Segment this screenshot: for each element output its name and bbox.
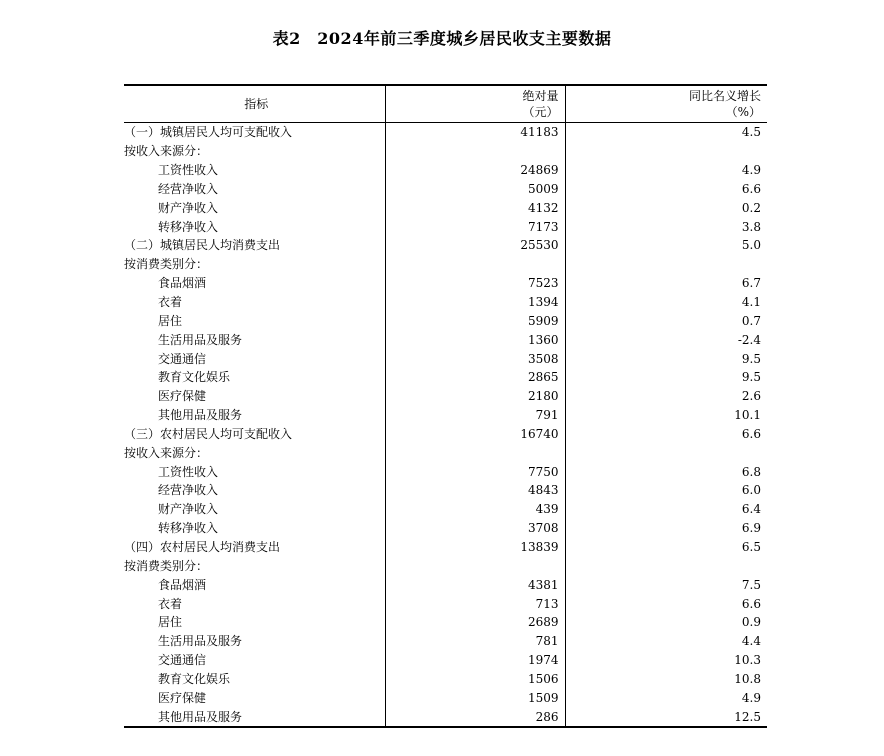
row-absolute-value: 2180	[385, 387, 565, 406]
row-label: 其他用品及服务	[124, 707, 385, 727]
row-growth-value: 6.6	[565, 594, 767, 613]
table-row	[124, 161, 767, 180]
table-row	[124, 180, 767, 199]
row-absolute-value: 3508	[385, 349, 565, 368]
header-growth	[565, 85, 767, 123]
row-absolute-value: 791	[385, 406, 565, 425]
row-absolute-value: 24869	[385, 161, 565, 180]
header-growth-line2: （%）	[725, 105, 761, 119]
header-indicator: 指标	[124, 85, 385, 123]
table-row	[124, 707, 767, 727]
row-absolute-value: 1509	[385, 688, 565, 707]
row-absolute-value: 16740	[385, 425, 565, 444]
row-absolute-value: 439	[385, 500, 565, 519]
row-label: 交通通信	[158, 653, 207, 668]
row-growth-value: 4.1	[565, 293, 767, 312]
table-row	[124, 443, 767, 462]
table-row	[124, 293, 767, 312]
row-growth-value: 6.6	[565, 180, 767, 199]
row-absolute-value	[385, 255, 565, 274]
row-growth-value	[565, 443, 767, 462]
header-absolute-line2: （元）	[522, 105, 559, 119]
row-absolute-value: 41183	[385, 123, 565, 142]
table-row	[124, 556, 767, 575]
row-label: 其他用品及服务	[158, 408, 243, 423]
row-growth-value	[565, 556, 767, 575]
row-growth-value: 4.9	[565, 161, 767, 180]
table-row	[124, 123, 767, 142]
row-absolute-value: 2689	[385, 613, 565, 632]
row-absolute-value: 1506	[385, 669, 565, 688]
row-growth-value: -2.4	[565, 330, 767, 349]
row-absolute-value: 13839	[385, 538, 565, 557]
row-growth-value: 6.7	[565, 274, 767, 293]
row-absolute-value: 7523	[385, 274, 565, 293]
row-absolute-value: 7750	[385, 462, 565, 481]
row-label: 经营净收入	[158, 483, 219, 498]
row-growth-value: 12.5	[565, 707, 767, 727]
row-growth-value	[565, 255, 767, 274]
data-table	[124, 84, 767, 728]
row-label: 医疗保健	[158, 690, 207, 705]
row-absolute-value: 7173	[385, 217, 565, 236]
row-label: 衣着	[158, 295, 183, 310]
row-growth-value: 7.5	[565, 575, 767, 594]
row-absolute-value	[385, 556, 565, 575]
row-absolute-value	[385, 142, 565, 161]
row-label: 按收入来源分：	[124, 445, 209, 460]
row-label: 转移净收入	[158, 219, 219, 234]
table-row	[124, 462, 767, 481]
row-growth-value: 9.5	[565, 349, 767, 368]
table-row	[124, 500, 767, 519]
row-absolute-value: 2865	[385, 368, 565, 387]
row-absolute-value: 1360	[385, 330, 565, 349]
row-absolute-value	[385, 443, 565, 462]
row-absolute-value: 286	[385, 707, 565, 727]
row-label: 转移净收入	[158, 521, 219, 536]
row-label: 医疗保健	[158, 389, 207, 404]
row-growth-value: 6.4	[565, 500, 767, 519]
table-row	[124, 538, 767, 557]
table-row	[124, 236, 767, 255]
table-row	[124, 198, 767, 217]
row-growth-value: 9.5	[565, 368, 767, 387]
row-growth-value: 6.5	[565, 538, 767, 557]
row-absolute-value: 4381	[385, 575, 565, 594]
table-body	[124, 123, 767, 728]
table-title: 表2 2024年前三季度城乡居民收支主要数据	[272, 29, 612, 48]
table-row	[124, 255, 767, 274]
row-label: 按消费类别分：	[124, 257, 209, 272]
row-label: 居住	[158, 313, 183, 328]
row-growth-value: 2.6	[565, 387, 767, 406]
row-absolute-value: 713	[385, 594, 565, 613]
row-growth-value: 6.0	[565, 481, 767, 500]
table-row	[124, 311, 767, 330]
row-absolute-value: 5009	[385, 180, 565, 199]
header-growth-line1: 同比名义增长	[688, 89, 761, 103]
table-row	[124, 613, 767, 632]
row-label: 食品烟酒	[158, 577, 207, 592]
table-row	[124, 594, 767, 613]
table-row	[124, 632, 767, 651]
row-growth-value: 4.4	[565, 632, 767, 651]
row-absolute-value: 25530	[385, 236, 565, 255]
row-growth-value: 5.0	[565, 236, 767, 255]
table-row	[124, 669, 767, 688]
row-label: （二）城镇居民人均消费支出	[124, 238, 281, 253]
row-label: 按消费类别分：	[124, 558, 209, 573]
row-growth-value: 0.2	[565, 198, 767, 217]
row-growth-value	[565, 142, 767, 161]
row-growth-value: 10.3	[565, 651, 767, 670]
row-growth-value: 6.9	[565, 519, 767, 538]
table-row	[124, 330, 767, 349]
table-row	[124, 349, 767, 368]
table-row	[124, 368, 767, 387]
table-row	[124, 387, 767, 406]
row-label: 居住	[158, 615, 183, 630]
row-growth-value: 6.8	[565, 462, 767, 481]
row-label: 财产净收入	[158, 502, 219, 517]
row-label: （一）城镇居民人均可支配收入	[124, 125, 293, 140]
table-row	[124, 481, 767, 500]
row-absolute-value: 4132	[385, 198, 565, 217]
row-growth-value: 4.5	[565, 123, 767, 142]
header-absolute	[385, 85, 565, 123]
row-growth-value: 10.8	[565, 669, 767, 688]
table-row	[124, 575, 767, 594]
row-absolute-value: 781	[385, 632, 565, 651]
table-row	[124, 406, 767, 425]
row-absolute-value: 3708	[385, 519, 565, 538]
row-growth-value: 10.1	[565, 406, 767, 425]
table-row	[124, 651, 767, 670]
header-absolute-line1: 绝对量	[522, 89, 559, 103]
table-row	[124, 688, 767, 707]
table-row	[124, 217, 767, 236]
table-row	[124, 142, 767, 161]
row-growth-value: 0.9	[565, 613, 767, 632]
row-label: 按收入来源分：	[124, 144, 209, 159]
row-absolute-value: 1974	[385, 651, 565, 670]
row-label: 交通通信	[158, 351, 207, 366]
row-label: 工资性收入	[158, 464, 219, 479]
row-label: （四）农村居民人均消费支出	[124, 539, 281, 554]
row-absolute-value: 5909	[385, 311, 565, 330]
row-label: 教育文化娱乐	[158, 370, 231, 385]
header-row	[124, 85, 767, 123]
table-row	[124, 274, 767, 293]
row-growth-value: 6.6	[565, 425, 767, 444]
row-label: 生活用品及服务	[158, 332, 243, 347]
row-label: 经营净收入	[158, 181, 219, 196]
row-label: 财产净收入	[158, 200, 219, 215]
row-growth-value: 0.7	[565, 311, 767, 330]
table-row	[124, 425, 767, 444]
table-row	[124, 519, 767, 538]
row-absolute-value: 4843	[385, 481, 565, 500]
row-label: 食品烟酒	[158, 276, 207, 291]
row-absolute-value: 1394	[385, 293, 565, 312]
row-growth-value: 4.9	[565, 688, 767, 707]
row-growth-value: 3.8	[565, 217, 767, 236]
row-label: 教育文化娱乐	[158, 671, 231, 686]
row-label: 衣着	[158, 596, 183, 611]
row-label: （三）农村居民人均可支配收入	[124, 426, 293, 441]
row-label: 生活用品及服务	[158, 634, 243, 649]
row-label: 工资性收入	[158, 163, 219, 178]
